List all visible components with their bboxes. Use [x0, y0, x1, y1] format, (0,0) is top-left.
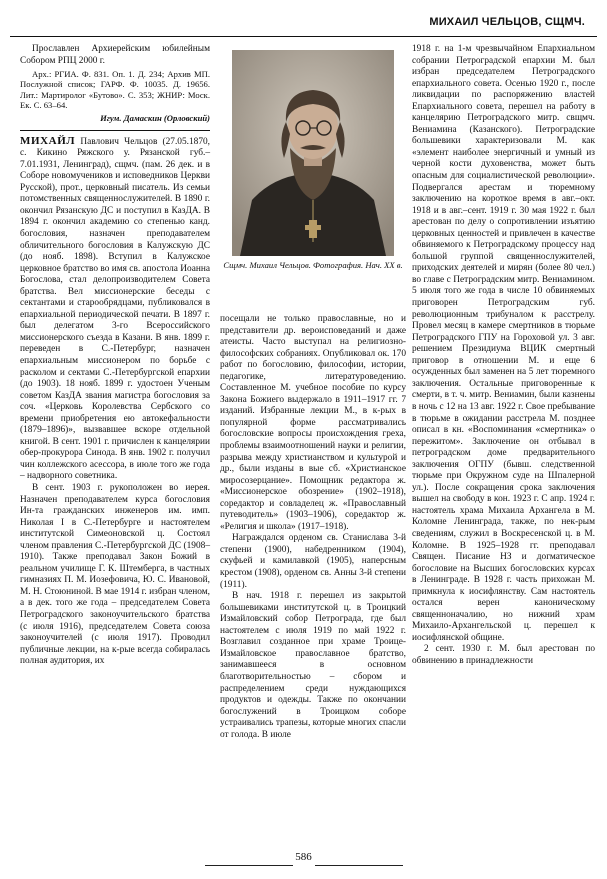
right-paragraph-1: 1918 г. на 1-м чрезвычайном Епархиальном собрании Петроградской епархии М. был избран председателем Петроградского епархиального совета. Осенью 1920 г., после ликвидации по распоряжению властей Епархиального совета, перешел на работу в канцелярию Петроградского митр. свщмч. Вениамина (Казанского). Петроградские большевики характеризовали М. как «элемент наиболее энергичный и умный из черной кости духовенства, может быть опасным для социалистической революции». Подвергался арестам и тюремному заключению на короткое время в авг.–окт. 1918 и в авг.–сент. 1919 г. 30 мая 1922 г. был арестован по делу о сопротивлении изъятию церковных ценностей и привлечен в качестве обвиняемого к Петроградскому процессу над большой группой священнослужителей, приходских деятелей и мирян (более 80 чел.) во главе с Петроградским митр. Вениамином. 5 июля того же года в числе 10 обвиняемых приговорен Петроградским губ. революционным трибуналом к расстрелу. Провел месяц в камере смертников в тюрьме Петроградского ГПУ на Гороховой ул. 3 авг. решением Президиума ВЦИК смертный приговор в отношении М. и еще 6 осужденных был заменен на 5 лет тюремного заключения. Остальные приговоренные к смерти, в т. ч. митр. Вениамин, были казнены в ночь с 12 на 13 авг. 1922 г. Свое пребывание в тюрьме в ожидании расстрела М. позднее описал в кн. «Воспоминания «смертника» о пережитом». Заключение он отбывал в петроградском доме предварительного заключения ОГПУ (бывш. следственной тюрьме при Окружном суде на Шпалерной ул.). После сокращения срока заключения вышел на свободу в кон. 1923 г. С апр. 1924 г. настоятель храма Михаила Архангела в М. Коломне Ленинграда, также, по нек-рым сведениям, служил в Воскресенской ц. в М. Коломне. В 1925–1928 гг. преподавал Священ. Писание НЗ и догматическое богословие на Высших богословских курсах в Ленинграде. В 1928 г. часть прихожан М. примкнула к иосифлянству. Сам настоятель остался верен каноническому священноначалию, но нижний храм Михаило-Архангельской ц. перешел к иосифлянской общине.	[412, 44, 595, 643]
portrait-photo	[232, 50, 394, 256]
page-number: 586	[295, 851, 312, 863]
column-left	[20, 44, 210, 668]
entry-paragraph-2: В сент. 1903 г. рукоположен во иерея. Назначен преподавателем курса богословия Ин-та гражданских инженеров им. имп. Николая I в С.-Петербурге и настоятелем институтской Симеоновской ц. Состоял членом правления С.-Петербургской ДС (1908–1910). Также преподавал Закон Божий в реальном училище Г. К. Штемберга, в частных гимназиях П. М. Иозефовича, Ю. С. Ивановой, М. Н. Стоюниной. В мае 1914 г. избран членом, а в дек. того же года – председателем Совета Петроградского законоучительского братства (с июля 1916), председателем Совета союза законоучителей (с июля 1917). Проводил публичные лекции, на к-рые всегда собиралась полная аудитория, их	[20, 482, 210, 667]
right-paragraph-2: 2 сент. 1930 г. М. был арестован по обвинению в принадлежности	[412, 644, 595, 666]
middle-column-text	[220, 314, 406, 741]
mid-paragraph-1: посещали не только православные, но и представители др. вероисповеданий и даже атеисты. Часто выступал на религиозно-философских собраниях. Опубликовал ок. 170 работ по богословию, философии, истории, педагогике, литературоведению. Составленное М. учебное пособие по курсу Закона Божиего выдержало в 1911–1917 гг. 7 изданий. Избранные лекции М., в к-рых в популярной форме рассматривались богословские вопросы происхождения греха, проблемы взаимоотношений науки и религии, разрыва между христианством и культурой и др., были изданы в вые сб. «Христианское миросозерцание». Помощник редактора ж. «Миссионерское обозрение» (1902–1918), соредактор и совладелец ж. «Православный путеводитель» (1903–1906), соредактор ж. «Религия и школа» (1917–1918).	[220, 314, 406, 532]
footer-rule-right	[315, 865, 403, 866]
running-head	[0, 14, 607, 34]
footer-rule-left	[205, 865, 293, 866]
author-signature: Игум. Дамаскин (Орловский)	[100, 113, 210, 124]
portrait-figure	[220, 50, 406, 271]
entry-text-1: Павлович Чельцов (27.05.1870, с. Кикино Ряжского у. Рязанской губ.– 7.01.1931, Ленинград), сщмч. (пам. 26 дек. и в Соборе новомучеников и исповедников Церкви Русской), прот., церковный писатель. Из семьи потомственных священнослужителей. В 1890 г. окончил Рязанскую ДС и поступил в КазДА. В 1894 г. окончил академию со степенью канд. богословия, назначен преподавателем обличительного богословия в Калужскую ДС (до нояб. 1898). Вступил в Калужское церковное братство во имя св. апостола Иоанна Богослова, стал делопроизводителем Совета братства. Вел миссионерские беседы с сектантами и старообрядцами, публиковался в епархиальной периодической печати. В 1897 г. был делегатом 3-го Всероссийского миссионерского съезда в Казани. В янв. 1899 г. переведен в С.-Петербург, назначен епархиальным миссионером по борьбе с расколом и сектами С.-Петербургской епархии (до 1903). 18 нояб. 1899 г. удостоен Ученым советом КазДА звания магистра богословия за соч. «Церковь Королевства Сербского со времени приобретения ею автокефальности (1879–1896)», вызвавшее вскоре отдельной книгой. В сент. 1901 г. причислен к канцелярии обер-прокурора Синода. В янв. 1902 г. получил чин коллежского асессора, в июле того же года – надворного советника.	[20, 136, 210, 482]
mid-paragraph-2: Награждался орденом св. Станислава 3-й степени (1900), набедренником (1904), скуфьей и камилавкой (1905), наперсным крестом (1908), орденом св. Анны 3-й степени (1911).	[220, 533, 406, 590]
page-footer	[0, 851, 607, 871]
sources-list: Арх.: РГИА. Ф. 831. Оп. 1. Д. 234; Архив МП. Послужной список; ГАРФ. Ф. 10035. Д. 19656. Лит.: Мартиролог «Бутово». С. 353; ЖНИР: Моск. Ек. С. 63–64.	[20, 69, 210, 110]
entry-separator	[20, 130, 210, 131]
column-right	[412, 44, 595, 668]
entry-paragraph-1	[20, 136, 210, 483]
running-head-rule	[10, 36, 597, 37]
previous-entry-ending: Прославлен Архиерейским юбилейным Собором РПЦ 2000 г.	[20, 44, 210, 66]
photo-caption: Сщмч. Михаил Чельцов. Фотография. Нач. XX в.	[223, 260, 403, 270]
entry-headword: МИХАЙЛ	[20, 134, 76, 147]
running-head-title: МИХАИЛ ЧЕЛЬЦОВ, СЩМЧ.	[429, 16, 585, 28]
column-middle	[220, 44, 406, 740]
mid-paragraph-3: В нач. 1918 г. перешел из закрытой большевиками институтской ц. в Троицкий Измайловский собор Петрограда, где был настоятелем с июля 1919 по май 1922 г. Возглавил созданное при храме Троице-Измайловское православное братство, занимавшееся в основном благотворительностью – сбором и распределением среди нуждающихся продуктов и одежды. Также по окончании богослужений в Троицком соборе устраивались трапезы, которые многих спасли от голода. В июле	[220, 591, 406, 740]
